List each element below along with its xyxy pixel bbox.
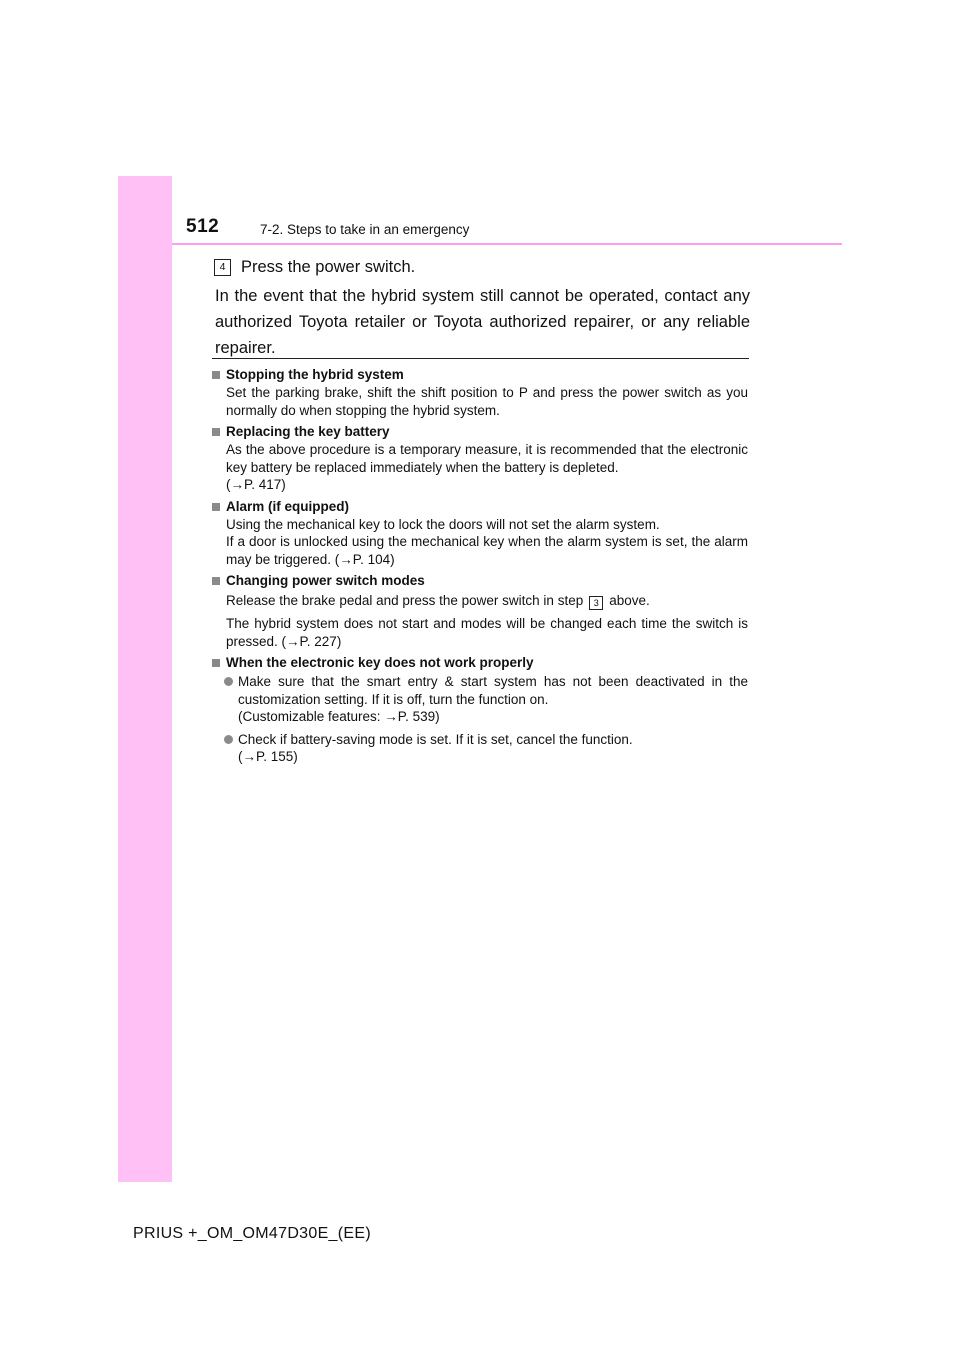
note-title: Alarm (if equipped) xyxy=(226,498,350,514)
note-text: As the above procedure is a temporary measure, it is recommended that the electronic key battery be replaced immediately when the battery is depleted. xyxy=(226,442,748,475)
note-text: Using the mechanical key to lock the doors will not set the alarm system. xyxy=(226,516,660,532)
notes-section xyxy=(210,366,748,770)
step-ref-box: 3 xyxy=(589,596,603,610)
header-rule xyxy=(172,243,842,245)
step-heading xyxy=(214,255,750,279)
circle-bullet-icon xyxy=(224,735,233,744)
step-body: In the event that the hybrid system still cannot be operated, contact any authorized Toyota retailer or Toyota authorized repairer, or any reliable repairer. xyxy=(215,287,750,357)
step-title: Press the power switch. xyxy=(241,257,416,276)
bullet-item: Check if battery-saving mode is set. If it is set, cancel the function. (→P. 155) xyxy=(222,731,748,766)
note-text: Set the parking brake, shift the shift position to P and press the power switch as you normally do when stopping the hybrid system. xyxy=(226,385,748,418)
note-text-2: The hybrid system does not start and modes will be changed each time the switch is pressed. (→P. 227) xyxy=(226,616,748,649)
note-electronic-key-not-working xyxy=(210,654,748,766)
page-reference: (→P. 417) xyxy=(226,477,286,492)
footer-document-id: PRIUS +_OM_OM47D30E_(EE) xyxy=(133,1225,371,1242)
note-text: Release the brake pedal and press the power switch in step 3 above. xyxy=(226,593,650,608)
page-number: 512 xyxy=(186,216,220,237)
note-stopping-hybrid-system xyxy=(210,366,748,419)
circle-bullet-icon xyxy=(224,677,233,686)
square-bullet-icon xyxy=(212,428,220,436)
step-4 xyxy=(214,255,750,361)
note-changing-power-switch-modes xyxy=(210,572,748,650)
step-number-box: 4 xyxy=(214,259,231,276)
note-alarm xyxy=(210,498,748,569)
square-bullet-icon xyxy=(212,659,220,667)
chapter-tab-sidebar xyxy=(118,176,172,1182)
note-title: Replacing the key battery xyxy=(226,424,390,440)
square-bullet-icon xyxy=(212,503,220,511)
square-bullet-icon xyxy=(212,371,220,379)
note-title: When the electronic key does not work properly xyxy=(226,655,534,671)
note-title: Stopping the hybrid system xyxy=(226,367,404,383)
section-divider xyxy=(212,358,749,359)
square-bullet-icon xyxy=(212,577,220,585)
note-replacing-key-battery xyxy=(210,423,748,494)
note-text-2: If a door is unlocked using the mechanical key when the alarm system is set, the alarm may be triggered. (→P. 104) xyxy=(226,534,748,567)
bullet-item: Make sure that the smart entry & start system has not been deactivated in the customization setting. If it is off, turn the function on. (Customizable features: →P. 539) xyxy=(222,673,748,726)
note-title: Changing power switch modes xyxy=(226,573,425,589)
section-title: 7-2. Steps to take in an emergency xyxy=(260,222,470,237)
